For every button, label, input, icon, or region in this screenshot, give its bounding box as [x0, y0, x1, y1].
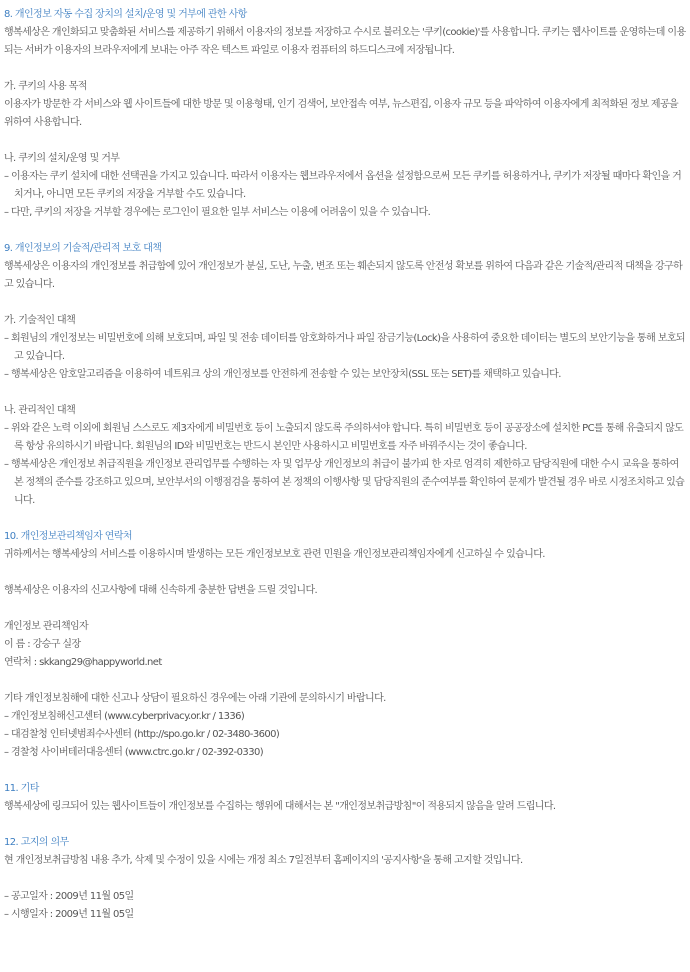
- list-item: – 위와 같은 노력 이외에 회원님 스스로도 제3자에게 비밀번호 등이 노출되지 않도록 주의하셔야 합니다. 특히 비밀번호 등이 공공장소에 설치한 PC를 통해 유출되지 않도록 항상 유의하시기 바랍니다. 회원님의 ID와 비밀번호는 반드시 본인만 사용하시고 비밀번호를 자주 바꿔주시는 것이 좋습니다.: [4, 423, 684, 452]
- list-item: – 행복세상은 암호알고리즘을 이용하여 네트워크 상의 개인정보를 안전하게 전송할 수 있는 보안장치(SSL 또는 SET)를 채택하고 있습니다.: [4, 369, 561, 380]
- officer-title: 개인정보 관리책임자: [4, 621, 89, 632]
- section-notice: [4, 834, 686, 924]
- subsection-title: 나. 관리적인 대책: [4, 405, 76, 416]
- paragraph: 행복세상에 링크되어 있는 웹사이트들이 개인정보를 수집하는 행위에 대해서는 본 "개인정보취급방침"이 적용되지 않음을 알려 드립니다.: [4, 801, 556, 812]
- section-heading: 8. 개인정보 자동 수집 장치의 설치/운영 및 거부에 관한 사항: [4, 9, 247, 20]
- list-item: – 회원님의 개인정보는 비밀번호에 의해 보호되며, 파일 및 전송 데이터를 암호화하거나 파일 잠금기능(Lock)을 사용하여 중요한 데이터는 별도의 보안기능을 통해 보호되고 있습니다.: [4, 333, 685, 362]
- list-item: – 이용자는 쿠키 설치에 대한 선택권을 가지고 있습니다. 따라서 이용자는 웹브라우저에서 옵션을 설정함으로써 모든 쿠키를 허용하거나, 쿠키가 저장될 때마다 확인을 거치거나, 아니면 모든 쿠키의 저장을 거부할 수도 있습니다.: [4, 171, 682, 200]
- list-item: – 다만, 쿠키의 저장을 거부할 경우에는 로그인이 필요한 일부 서비스는 이용에 어려움이 있을 수 있습니다.: [4, 207, 431, 218]
- officer-contact: 연락처 : skkang29@happyworld.net: [4, 657, 162, 668]
- section-heading: 10. 개인정보관리책임자 연락처: [4, 531, 132, 542]
- section-intro: 행복세상은 개인화되고 맞춤화된 서비스를 제공하기 위해서 이용자의 정보를 저장하고 수시로 불러오는 '쿠키(cookie)'를 사용합니다. 쿠키는 웹사이트를 운영하는데 이용되는 서버가 이용자의 브라우저에게 보내는 아주 작은 텍스트 파일로 이용자 컴퓨터의 하드디스크에 저장됩니다.: [4, 27, 686, 56]
- paragraph: 행복세상은 이용자의 신고사항에 대해 신속하게 충분한 답변을 드릴 것입니다.: [4, 585, 318, 596]
- section-heading: 11. 기타: [4, 783, 39, 794]
- section-heading: 9. 개인정보의 기술적/관리적 보호 대책: [4, 243, 162, 254]
- paragraph: 현 개인정보취급방침 내용 추가, 삭제 및 수정이 있을 시에는 개정 최소 7일전부터 홈페이지의 '공지사항'을 통해 고지할 것입니다.: [4, 855, 523, 866]
- section-protection-measures: [4, 240, 686, 510]
- list-item: – 행복세상은 개인정보 취급직원을 개인정보 관리업무를 수행하는 자 및 업무상 개인정보의 취급이 불가피 한 자로 엄격히 제한하고 담당직원에 대한 수시 교육을 통하여 본 정책의 준수를 강조하고 있으며, 보안부서의 이행점검을 통하여 본 정책의 이행사항 및 담당직원의 준수여부를 확인하여 문제가 발견될 경우 바로 시정조치하고 있습니다.: [4, 459, 685, 506]
- section-other: [4, 780, 686, 816]
- subsection-title: 가. 쿠키의 사용 목적: [4, 81, 87, 92]
- date-item: – 공고일자 : 2009년 11월 05일: [4, 891, 134, 902]
- agency-item: – 개인정보침해신고센터 (www.cyberprivacy.or.kr / 1336): [4, 711, 245, 722]
- section-contact: [4, 528, 686, 762]
- section-cookies: [4, 6, 686, 222]
- section-intro: 행복세상은 이용자의 개인정보를 취급함에 있어 개인정보가 분실, 도난, 누출, 변조 또는 훼손되지 않도록 안전성 확보를 위하여 다음과 같은 기술적/관리적 대책을 강구하고 있습니다.: [4, 261, 683, 290]
- subsection-text: 이용자가 방문한 각 서비스와 웹 사이트들에 대한 방문 및 이용형태, 인기 검색어, 보안접속 여부, 뉴스편집, 이용자 규모 등을 파악하여 이용자에게 최적화된 정보 제공을 위하여 사용합니다.: [4, 99, 679, 128]
- section-heading: 12. 고지의 의무: [4, 837, 69, 848]
- agency-item: – 경찰청 사이버테러대응센터 (www.ctrc.go.kr / 02-392-0330): [4, 747, 264, 758]
- paragraph: 기타 개인정보침해에 대한 신고나 상담이 필요하신 경우에는 아래 기관에 문의하시기 바랍니다.: [4, 693, 386, 704]
- officer-name: 이 름 : 강승구 실장: [4, 639, 81, 650]
- date-item: – 시행일자 : 2009년 11월 05일: [4, 909, 134, 920]
- subsection-title: 가. 기술적인 대책: [4, 315, 76, 326]
- agency-item: – 대검찰청 인터넷범죄수사센터 (http://spo.go.kr / 02-3480-3600): [4, 729, 280, 740]
- subsection-title: 나. 쿠키의 설치/운영 및 거부: [4, 153, 120, 164]
- paragraph: 귀하께서는 행복세상의 서비스를 이용하시며 발생하는 모든 개인정보보호 관련 민원을 개인정보관리책임자에게 신고하실 수 있습니다.: [4, 549, 545, 560]
